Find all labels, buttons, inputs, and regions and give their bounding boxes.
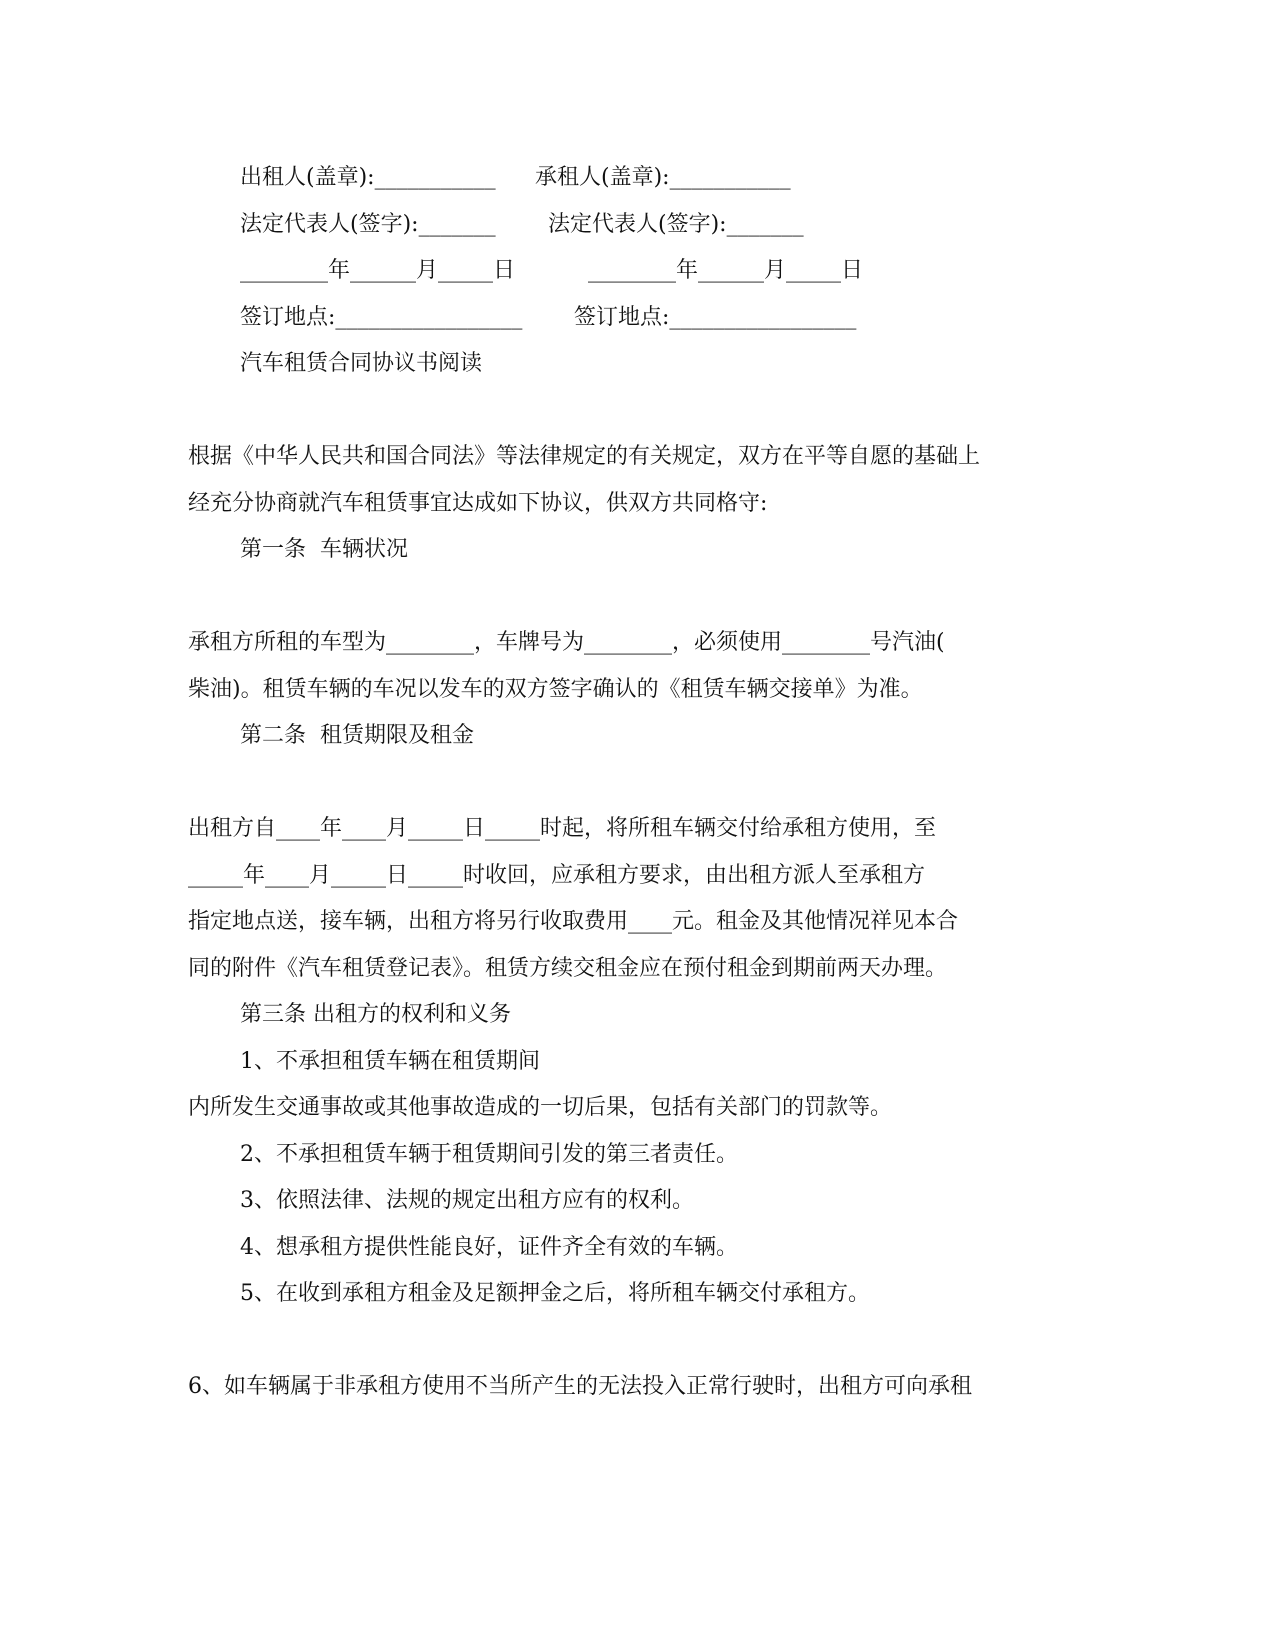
article-1-line-1: 承租方所租的车型为________，车牌号为________，必须使用________号汽油( <box>188 630 945 655</box>
article-2-line-4: 同的附件《汽车租赁登记表》。租赁方续交租金应在预付租金到期前两天办理。 <box>188 956 948 981</box>
lessor-seal-field: 出租人(盖章):___________ <box>240 165 496 190</box>
article-3-item-3: 3、依照法律、法规的规定出租方应有的权利。 <box>240 1188 694 1213</box>
article-3-heading: 第三条 出租方的权利和义务 <box>240 1002 511 1027</box>
signing-place-field-1: 签订地点:_________________ <box>240 305 523 330</box>
article-3-item-4: 4、想承租方提供性能良好，证件齐全有效的车辆。 <box>240 1235 738 1260</box>
article-2-line-3: 指定地点送，接车辆，出租方将另行收取费用____元。租金及其他情况祥见本合 <box>188 909 959 934</box>
intro-line-2: 经充分协商就汽车租赁事宜达成如下协议，供双方共同格守: <box>188 491 768 516</box>
article-2-line-1: 出租方自____年____月_____日_____时起，将所租车辆交付给承租方使用，至 <box>188 816 937 841</box>
article-3-item-5: 5、在收到承租方租金及足额押金之后，将所租车辆交付承租方。 <box>240 1281 870 1306</box>
article-1-line-2: 柴油)。租赁车辆的车况以发车的双方签字确认的《租赁车辆交接单》为准。 <box>188 677 923 702</box>
article-2-line-2: _____年____月_____日_____时收回，应承租方要求，由出租方派人至承租方 <box>188 863 926 888</box>
intro-line-1: 根据《中华人民共和国合同法》等法律规定的有关规定，双方在平等自愿的基础上 <box>188 444 981 469</box>
document-title: 汽车租赁合同协议书阅读 <box>240 351 483 376</box>
signing-date-field-2: ________年______月_____日 <box>588 258 864 283</box>
article-3-item-6: 6、如车辆属于非承租方使用不当所产生的无法投入正常行驶时，出租方可向承租 <box>188 1374 972 1399</box>
legal-representative-field-2: 法定代表人(签字):_______ <box>548 212 804 237</box>
article-2-heading: 第二条 租赁期限及租金 <box>240 723 474 748</box>
signing-place-field-2: 签订地点:_________________ <box>574 305 857 330</box>
article-3-item-1-start: 1、不承担租赁车辆在租赁期间 <box>240 1049 540 1074</box>
signing-date-field-1: ________年______月_____日 <box>240 258 516 283</box>
legal-representative-field-1: 法定代表人(签字):_______ <box>240 212 496 237</box>
article-1-heading: 第一条 车辆状况 <box>240 537 408 562</box>
article-3-item-1-continued: 内所发生交通事故或其他事故造成的一切后果，包括有关部门的罚款等。 <box>188 1095 893 1120</box>
lessee-seal-field: 承租人(盖章):___________ <box>535 165 791 190</box>
article-3-item-2: 2、不承担租赁车辆于租赁期间引发的第三者责任。 <box>240 1142 738 1167</box>
